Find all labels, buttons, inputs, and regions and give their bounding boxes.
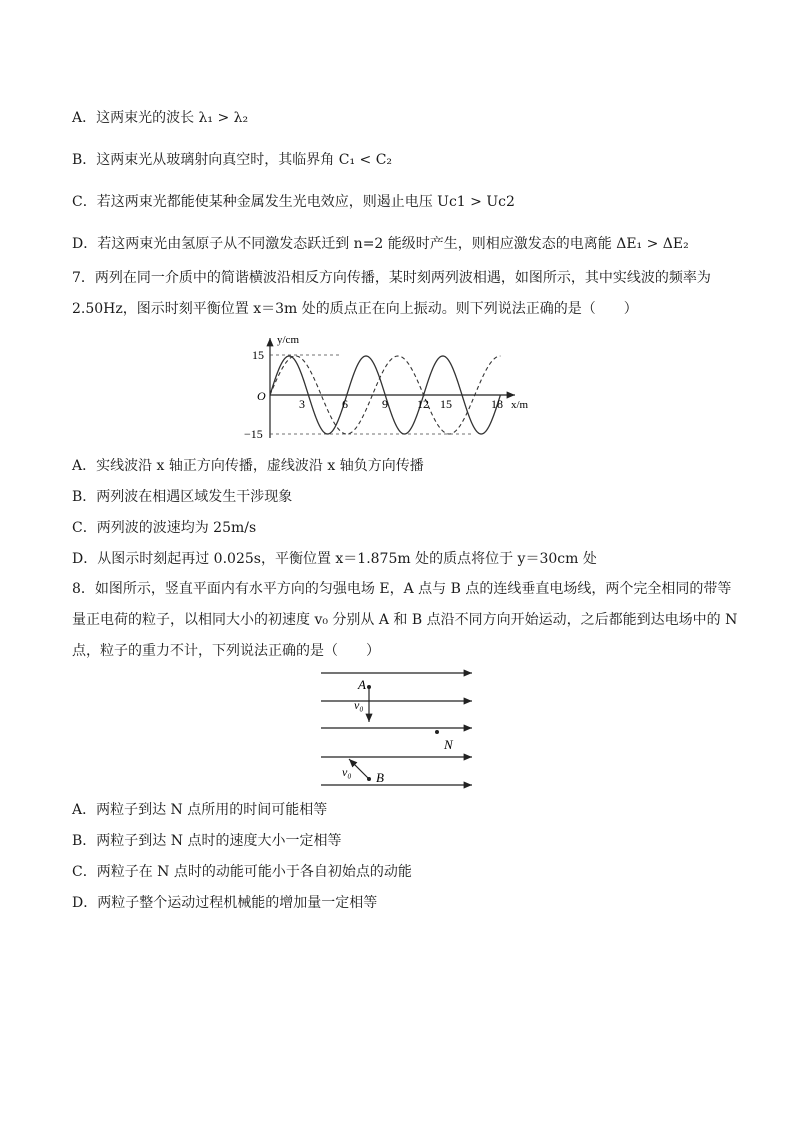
q6-option-c: C．若这两束光都能使某种金属发生光电效应，则遏止电压 Uc1 > Uc2 — [72, 194, 515, 210]
x-tick-6: 6 — [342, 397, 348, 411]
origin-label: O — [257, 389, 266, 403]
velocity-b-arrow — [349, 759, 369, 779]
field-figure — [318, 665, 483, 795]
q7-option-c: C．两列波的波速均为 25m/s — [72, 520, 257, 536]
x-tick-3: 3 — [299, 397, 305, 411]
q8-option-c: C．两粒子在 N 点时的动能可能小于各自初始点的动能 — [72, 864, 412, 880]
q8-stem-line1: 8．如图所示，竖直平面内有水平方向的匀强电场 E，A 点与 B 点的连线垂直电场线，两个完全相同的带等 — [72, 581, 732, 597]
x-tick-15: 15 — [440, 397, 452, 411]
x-tick-18: 18 — [491, 397, 503, 411]
q8-stem-line2: 量正电荷的粒子，以相同大小的初速度 v₀ 分别从 A 和 B 点沿不同方向开始运动，之后都能到达电场中的 N — [72, 612, 738, 628]
label-n: N — [444, 737, 453, 752]
q6-option-d: D．若这两束光由氢原子从不同激发态跃迁到 n=2 能级时产生，则相应激发态的电离能 ΔE₁ > ΔE₂ — [72, 236, 689, 252]
y-axis-label: y/cm — [277, 334, 299, 346]
q7-stem-line1: 7．两列在同一介质中的简谐横波沿相反方向传播，某时刻两列波相遇，如图所示，其中实线波的频率为 — [72, 270, 711, 286]
label-a: A — [358, 677, 366, 692]
q8-option-b: B．两粒子到达 N 点时的速度大小一定相等 — [72, 833, 342, 849]
q7-option-d: D．从图示时刻起再过 0.025s，平衡位置 x＝1.875m 处的质点将位于 y＝30cm 处 — [72, 551, 597, 567]
q8-option-d: D．两粒子整个运动过程机械能的增加量一定相等 — [72, 895, 378, 911]
wave-figure — [240, 330, 540, 445]
y-tick-neg15: −15 — [244, 427, 263, 441]
label-v0-bottom: v₀ — [342, 765, 352, 779]
q6-option-b: B．这两束光从玻璃射向真空时，其临界角 C₁ < C₂ — [72, 152, 393, 168]
point-n — [435, 730, 439, 734]
q8-option-a: A．两粒子到达 N 点所用的时间可能相等 — [72, 802, 328, 818]
label-v0-top: v₀ — [354, 698, 364, 712]
q7-stem-line2: 2.50Hz，图示时刻平衡位置 x＝3m 处的质点正在向上振动。则下列说法正确的是（ ） — [72, 301, 638, 317]
x-tick-12: 12 — [417, 397, 429, 411]
x-tick-9: 9 — [382, 397, 388, 411]
q8-stem-line3: 点，粒子的重力不计，下列说法正确的是（ ） — [72, 643, 380, 659]
y-tick-15: 15 — [252, 348, 264, 362]
x-axis-label: x/m — [511, 399, 529, 411]
label-b: B — [376, 770, 384, 785]
q6-option-a: A．这两束光的波长 λ₁ > λ₂ — [72, 110, 249, 126]
q7-option-a: A．实线波沿 x 轴正方向传播，虚线波沿 x 轴负方向传播 — [72, 458, 424, 474]
q7-option-b: B．两列波在相遇区域发生干涉现象 — [72, 489, 293, 505]
